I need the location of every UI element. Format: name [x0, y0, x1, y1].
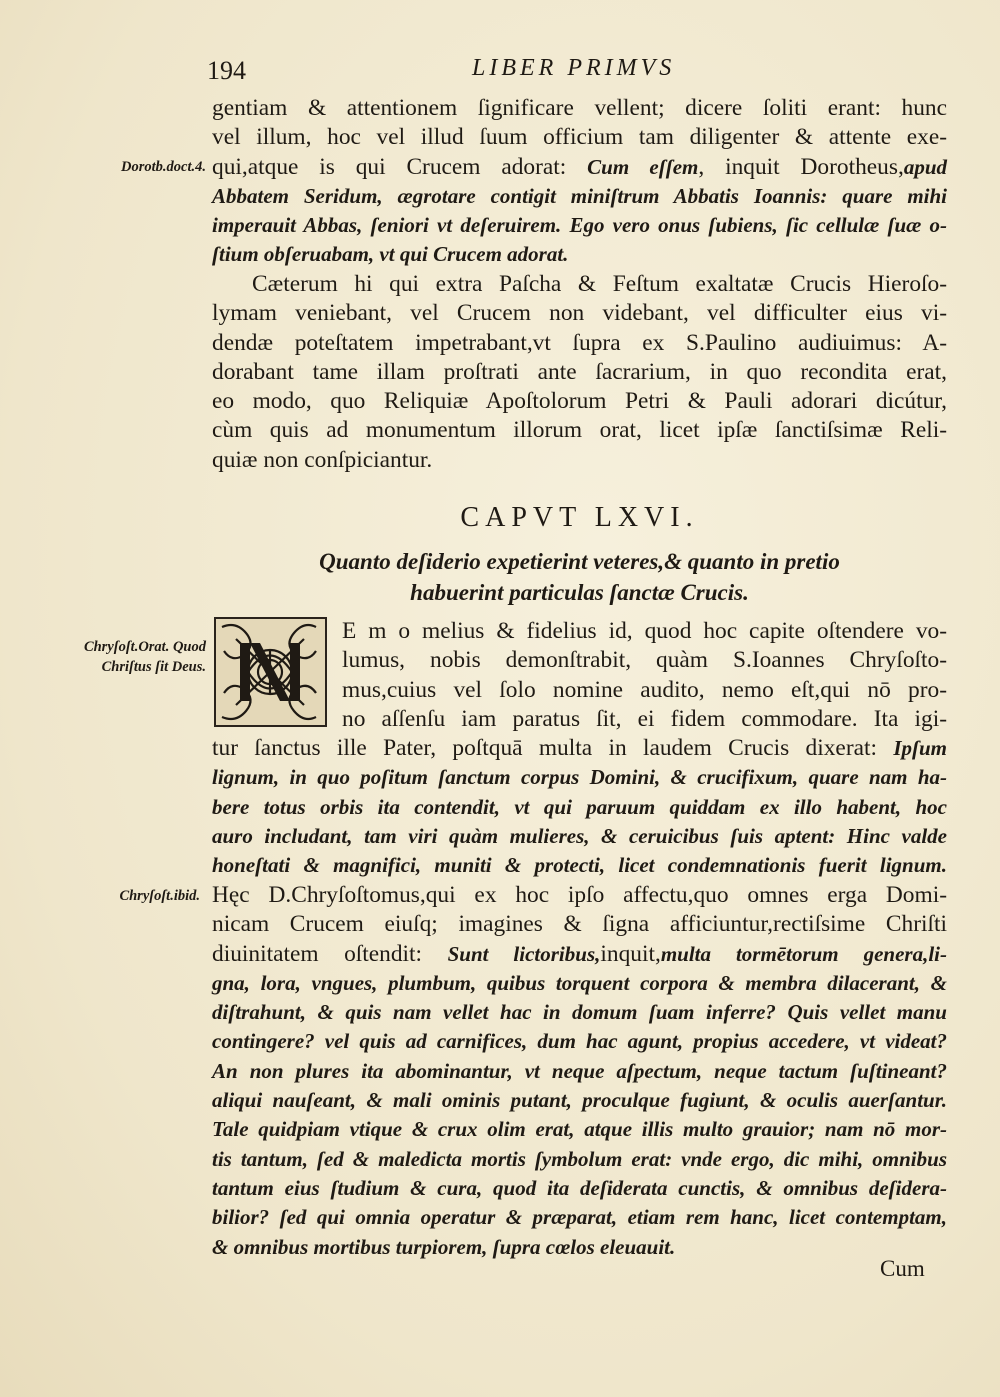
text-line: E m o melius & fidelius id, quod hoc capite oſtendere vo-	[342, 618, 947, 644]
chapter-subtitle	[212, 546, 947, 608]
decorated-initial-n	[214, 617, 327, 727]
text-line-italic: aliqui nauſeant, & mali ominis putant, proculque fugiunt, & oculis auerſantur.	[212, 1088, 947, 1113]
chapter-subtitle-line: Quanto deſiderio expetierint veteres,& quanto in pretio	[319, 549, 840, 574]
text-run-italic: Ipſum	[893, 736, 947, 760]
paragraph-1	[212, 94, 947, 270]
text-run: , inquit Dorotheus,	[698, 153, 904, 180]
text-line: eo modo, quo Reliquiæ Apoſtolorum Petri & Pauli adorari dicútur,	[212, 388, 947, 415]
text-line-italic: & omnibus mortibus turpiorem, ſupra cœlos eleuauit.	[212, 1234, 676, 1259]
text-line-italic: bere totus orbis ita contendit, vt qui paruum quiddam ex illo habent, hoc	[212, 794, 947, 819]
text-line-italic: lignum, in quo poſitum ſanctum corpus Domini, & crucifixum, quare nam ha-	[212, 765, 947, 790]
text-run: tur ſanctus ille Pater, poſtquā multa in laudem Crucis dixerat:	[212, 735, 894, 761]
chapter-heading: CAPVT LXVI.	[460, 502, 699, 533]
text-line-italic: An non plures ita abominantur, vt neque aſpectum, neque tactum ſuſtineant?	[212, 1058, 947, 1083]
chapter-subtitle-line: habuerint particulas ſanctæ Crucis.	[410, 580, 749, 605]
text-run-italic: Cum eſſem	[587, 154, 699, 179]
ornament-icon	[216, 619, 325, 725]
text-line-mixed	[212, 153, 947, 182]
margin-note-chrysostom-ibid: Chryſoſt.ibid.	[119, 888, 200, 904]
text-line: dorabant tame illam proſtrati ante ſacrarium, in quo recondita erat,	[212, 358, 947, 385]
paragraph-2	[212, 270, 947, 475]
text-line: nicam Crucem eiuſq; imagines & ſigna afficiuntur,rectiſsime Chriſti	[212, 911, 947, 938]
text-run-italic: Sunt lictoribus,	[447, 941, 601, 966]
text-run: inquit,	[600, 940, 661, 967]
text-line-italic: honeſtati & magnifici, muniti & protecti, licet condemnationis fuerit lignum.	[212, 853, 947, 878]
text-line-italic: tis tantum, ſed & maledicta mortis ſymbolum erat: vnde ergo, dic mihi, omnibus	[212, 1146, 947, 1171]
text-line: no aſſenſu iam paratus ſit, ei fidem commodare. Ita igi-	[342, 705, 947, 732]
text-line-italic: tantum eius ſtudium & cura, quod ita deſiderata cunctis, & omnibus deſidera-	[212, 1175, 947, 1200]
page-number: 194	[207, 56, 246, 85]
text-line-italic: bilior? ſed qui omnia operatur & præparat, etiam rem hanc, licet contemptam,	[212, 1205, 947, 1230]
running-head	[205, 50, 945, 90]
text-run: qui,atque is qui Crucem adorat:	[212, 153, 588, 180]
text-run-italic: multa tormētorum genera,li-	[660, 941, 947, 966]
text-line: lymam veniebant, vel Crucem non videbant, vel difficulter eius vi-	[212, 300, 947, 327]
paragraph-3-lede	[342, 617, 947, 734]
text-line-mixed	[212, 734, 947, 763]
text-line: cùm quis ad monumentum illorum orat, licet ipſæ ſanctiſsimæ Reli-	[212, 417, 947, 444]
text-line: gentiam & attentionem ſignificare vellent; dicere ſoliti erant: hunc	[212, 95, 947, 121]
text-run-italic: apud	[903, 154, 948, 179]
running-title: LIBER PRIMVS	[472, 55, 676, 81]
text-line-italic: auro includant, tam viri quàm mulieres, & ceruicibus ſuis aptent: Hinc valde	[212, 823, 947, 848]
text-line-italic: contingere? vel quis ad carnifices, dum hac agunt, propius accedere, vt videat?	[212, 1029, 947, 1054]
text-line-italic: ſtium obſeruabam, vt qui Crucem adorat.	[212, 242, 569, 267]
paragraph-3	[212, 734, 947, 880]
text-line-italic: Tale quidpiam vtique & crux olim erat, atque illis multo grauior; nam nō mor-	[212, 1117, 947, 1142]
text-line: Hęc D.Chryſoſtomus,qui ex hoc ipſo affectu,quo omnes erga Domi-	[212, 882, 947, 908]
text-line-italic: imperauit Abbas, ſeniori vt deſeruirem. Ego vero onus ſubiens, ſic cellulæ ſuæ o-	[212, 213, 947, 238]
paragraph-4	[212, 881, 947, 1262]
text-line-mixed	[212, 940, 947, 969]
margin-note-chrysostom-oration: Chryſoſt.Orat. Quod Chriſtus ſit Deus.	[83, 639, 206, 675]
text-line: vel illum, hoc vel illud ſuum officium tam diligenter & attente exe-	[212, 124, 947, 151]
catchword: Cum	[880, 1256, 925, 1281]
text-line-italic: diſtrahunt, & quis nam vellet hac in domum ſuam inferre? Quis vellet manu	[212, 1000, 947, 1025]
margin-note-dorotheus: Dorotb.doct.4.	[121, 159, 206, 175]
text-line: quiæ non conſpiciantur.	[212, 446, 433, 473]
text-line: mus,cuius vel ſolo nomine audito, nemo eſt,qui nō pro-	[342, 676, 947, 703]
text-line-italic: gna, lora, vngues, plumbum, quibus torquent corpora & membra dilacerant, &	[212, 970, 947, 995]
text-run: diuinitatem oſtendit:	[212, 940, 448, 967]
text-line: Cæterum hi qui extra Paſcha & Feſtum exaltatæ Crucis Hieroſo-	[252, 271, 947, 297]
text-line: dendæ poteſtatem impetrabant,vt ſupra ex S.Paulino audiuimus: A-	[212, 329, 947, 356]
text-line-italic: Abbatem Seridum, ægrotare contigit miniſtrum Abbatis Ioannis: quare mihi	[212, 183, 947, 208]
text-line: lumus, nobis demonſtrabit, quàm S.Ioannes Chryſoſto-	[342, 647, 947, 674]
